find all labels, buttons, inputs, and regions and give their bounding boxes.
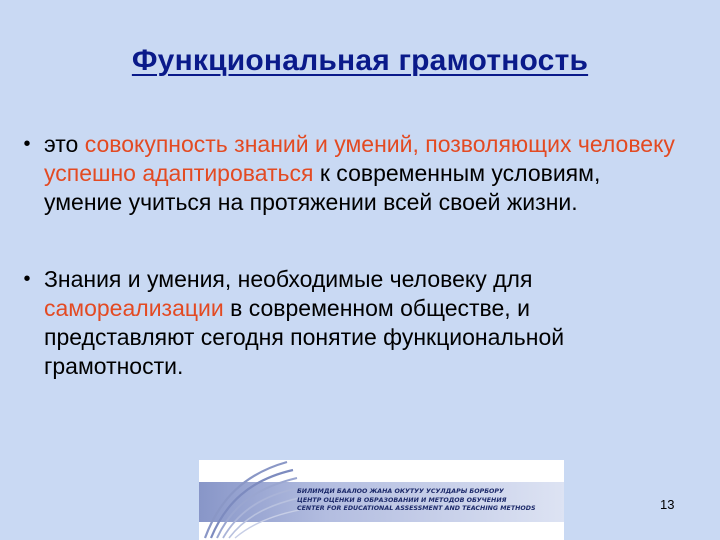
bullet-segment: в современном обществе, и представляют сегодня понятие функциональной грамотности.: [44, 295, 565, 379]
logo-line: ЦЕНТР ОЦЕНКИ В ОБРАЗОВАНИИ И МЕТОДОВ ОБУЧЕНИЯ: [297, 496, 507, 504]
logo-text: [297, 488, 536, 514]
logo-line: CENTER FOR EDUCATIONAL ASSESSMENT AND TEACHING METHODS: [297, 505, 536, 513]
bullet-highlight: самореализации: [44, 295, 224, 321]
bullet-segment: к современным условиям, умение учиться на протяжении всей своей жизни.: [44, 160, 601, 215]
bullet-segment: это: [44, 131, 85, 157]
organization-logo: [199, 460, 564, 540]
bullet-list: [20, 130, 700, 381]
bullet-text: [34, 130, 684, 217]
page-number: 13: [660, 497, 675, 512]
bullet-marker: •: [23, 268, 31, 290]
logo-line: БИЛИМДИ БААЛОО ЖАНА ОКУТУУ УСУЛДАРЫ БОРБОРУ: [297, 488, 504, 495]
bullet-item: [20, 265, 700, 381]
swoosh-icon: [199, 460, 299, 540]
bullet-item: [20, 130, 700, 217]
bullet-marker: •: [23, 133, 31, 155]
slide-title: Функциональная грамотность: [131, 44, 589, 77]
bullet-segment: Знания и умения, необходимые человеку для: [44, 266, 533, 292]
bullet-text: [34, 265, 684, 381]
bullet-highlight: совокупность знаний и умений, позволяющих человеку успешно адаптироваться: [44, 131, 675, 186]
